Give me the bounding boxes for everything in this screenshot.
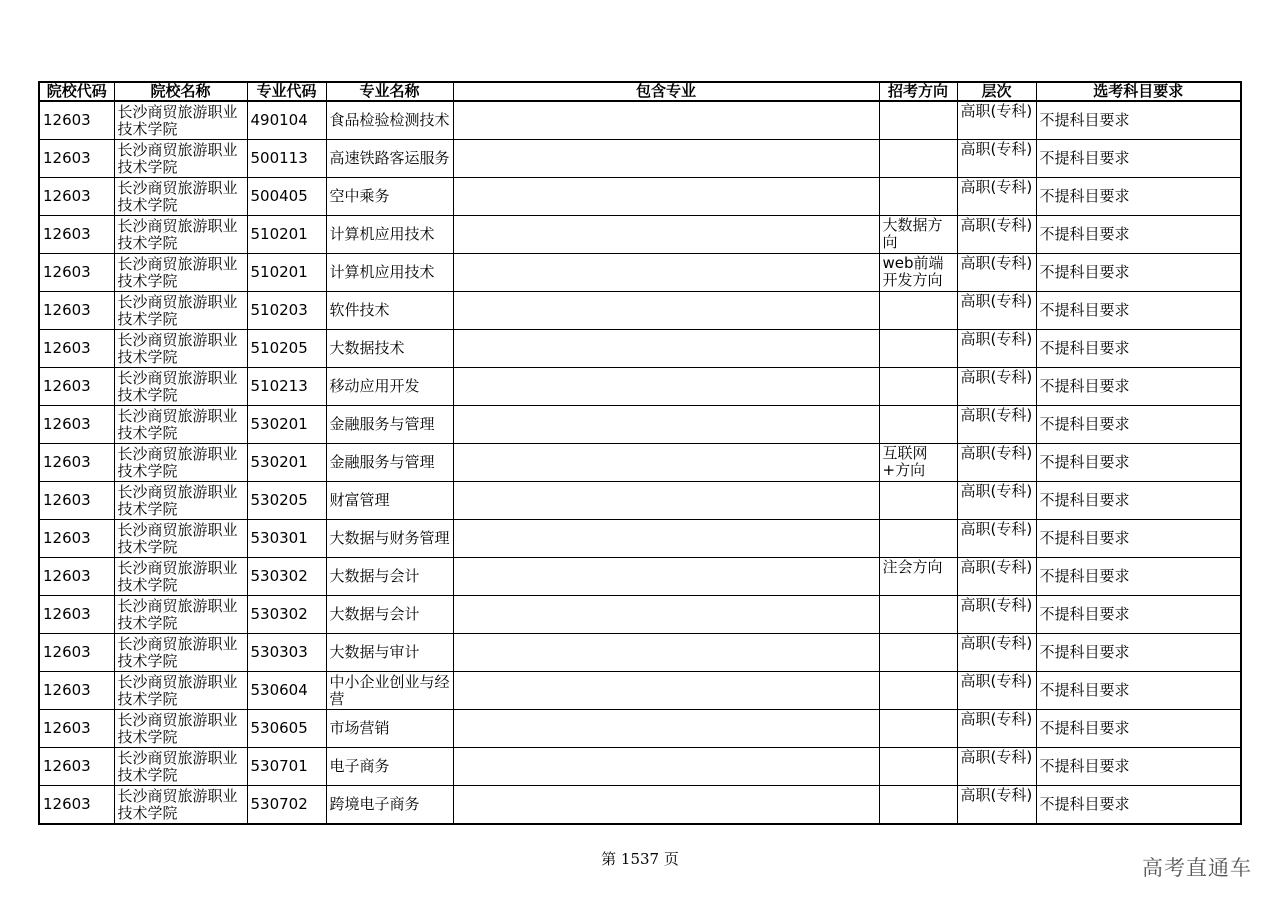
cell-level: 高职(专科) [957,634,1036,672]
cell-level: 高职(专科) [957,710,1036,748]
cell-major-code: 530302 [247,558,326,596]
cell-major-code: 530205 [247,482,326,520]
cell-school-code: 12603 [39,330,114,368]
cell-major-name: 大数据与审计 [326,634,453,672]
table-body [39,101,1241,824]
cell-school-code: 12603 [39,178,114,216]
cell-major-code: 510205 [247,330,326,368]
cell-direction [879,596,957,634]
cell-requirement: 不提科目要求 [1036,406,1241,444]
cell-major-code: 530702 [247,786,326,825]
table-row [39,748,1241,786]
table-row [39,558,1241,596]
cell-included-majors [453,178,879,216]
cell-requirement: 不提科目要求 [1036,786,1241,825]
cell-level: 高职(专科) [957,368,1036,406]
cell-school-code: 12603 [39,368,114,406]
cell-major-name: 跨境电子商务 [326,786,453,825]
cell-major-name: 计算机应用技术 [326,254,453,292]
cell-included-majors [453,596,879,634]
cell-major-name: 中小企业创业与经营 [326,672,453,710]
header-level: 层次 [957,82,1036,101]
cell-level: 高职(专科) [957,254,1036,292]
cell-requirement: 不提科目要求 [1036,482,1241,520]
table-row [39,520,1241,558]
cell-level: 高职(专科) [957,178,1036,216]
cell-school-name: 长沙商贸旅游职业技术学院 [114,672,247,710]
cell-school-name: 长沙商贸旅游职业技术学院 [114,558,247,596]
cell-school-name: 长沙商贸旅游职业技术学院 [114,292,247,330]
cell-school-code: 12603 [39,406,114,444]
cell-school-code: 12603 [39,216,114,254]
cell-direction [879,101,957,140]
cell-school-code: 12603 [39,140,114,178]
table-row [39,216,1241,254]
cell-school-code: 12603 [39,748,114,786]
cell-school-name: 长沙商贸旅游职业技术学院 [114,330,247,368]
cell-direction [879,710,957,748]
cell-requirement: 不提科目要求 [1036,216,1241,254]
header-major-name: 专业名称 [326,82,453,101]
cell-included-majors [453,786,879,825]
cell-direction [879,178,957,216]
cell-school-name: 长沙商贸旅游职业技术学院 [114,101,247,140]
cell-school-name: 长沙商贸旅游职业技术学院 [114,596,247,634]
cell-school-name: 长沙商贸旅游职业技术学院 [114,254,247,292]
cell-level: 高职(专科) [957,292,1036,330]
table-row [39,254,1241,292]
cell-school-name: 长沙商贸旅游职业技术学院 [114,178,247,216]
cell-major-name: 金融服务与管理 [326,444,453,482]
cell-major-code: 530605 [247,710,326,748]
cell-level: 高职(专科) [957,672,1036,710]
cell-major-name: 移动应用开发 [326,368,453,406]
cell-direction [879,330,957,368]
cell-requirement: 不提科目要求 [1036,444,1241,482]
cell-school-code: 12603 [39,254,114,292]
watermark-text: 高考直通车 [1142,856,1252,880]
cell-school-code: 12603 [39,596,114,634]
cell-included-majors [453,101,879,140]
table-row [39,330,1241,368]
cell-requirement: 不提科目要求 [1036,596,1241,634]
cell-included-majors [453,672,879,710]
cell-school-name: 长沙商贸旅游职业技术学院 [114,444,247,482]
cell-major-code: 510213 [247,368,326,406]
cell-major-name: 空中乘务 [326,178,453,216]
cell-major-code: 530604 [247,672,326,710]
cell-level: 高职(专科) [957,482,1036,520]
cell-direction [879,748,957,786]
cell-included-majors [453,710,879,748]
header-requirement: 选考科目要求 [1036,82,1241,101]
cell-major-name: 电子商务 [326,748,453,786]
cell-requirement: 不提科目要求 [1036,710,1241,748]
cell-included-majors [453,558,879,596]
cell-level: 高职(专科) [957,140,1036,178]
cell-direction [879,634,957,672]
cell-school-name: 长沙商贸旅游职业技术学院 [114,216,247,254]
table-row [39,178,1241,216]
cell-major-name: 财富管理 [326,482,453,520]
cell-requirement: 不提科目要求 [1036,330,1241,368]
cell-included-majors [453,254,879,292]
cell-school-code: 12603 [39,634,114,672]
cell-level: 高职(专科) [957,748,1036,786]
table-row [39,672,1241,710]
cell-school-code: 12603 [39,786,114,825]
cell-direction [879,520,957,558]
cell-included-majors [453,292,879,330]
cell-requirement: 不提科目要求 [1036,254,1241,292]
cell-major-name: 大数据与财务管理 [326,520,453,558]
cell-school-code: 12603 [39,292,114,330]
table-row [39,634,1241,672]
cell-requirement: 不提科目要求 [1036,368,1241,406]
cell-included-majors [453,748,879,786]
cell-school-code: 12603 [39,482,114,520]
header-school-code: 院校代码 [39,82,114,101]
cell-requirement: 不提科目要求 [1036,520,1241,558]
cell-major-code: 530302 [247,596,326,634]
table-row [39,101,1241,140]
cell-included-majors [453,216,879,254]
cell-school-code: 12603 [39,101,114,140]
cell-included-majors [453,482,879,520]
cell-major-code: 500113 [247,140,326,178]
cell-requirement: 不提科目要求 [1036,178,1241,216]
cell-school-code: 12603 [39,520,114,558]
cell-major-code: 490104 [247,101,326,140]
header-school-name: 院校名称 [114,82,247,101]
cell-included-majors [453,140,879,178]
cell-level: 高职(专科) [957,216,1036,254]
cell-major-code: 530301 [247,520,326,558]
table-row [39,482,1241,520]
cell-requirement: 不提科目要求 [1036,634,1241,672]
cell-level: 高职(专科) [957,406,1036,444]
cell-direction: 注会方向 [879,558,957,596]
cell-major-code: 510203 [247,292,326,330]
cell-major-code: 530201 [247,406,326,444]
cell-major-name: 金融服务与管理 [326,406,453,444]
cell-major-code: 530701 [247,748,326,786]
cell-major-name: 食品检验检测技术 [326,101,453,140]
cell-school-name: 长沙商贸旅游职业技术学院 [114,634,247,672]
cell-requirement: 不提科目要求 [1036,140,1241,178]
cell-direction: 互联网+方向 [879,444,957,482]
cell-included-majors [453,330,879,368]
cell-requirement: 不提科目要求 [1036,748,1241,786]
cell-included-majors [453,406,879,444]
cell-level: 高职(专科) [957,786,1036,825]
cell-major-name: 软件技术 [326,292,453,330]
cell-included-majors [453,444,879,482]
header-major-code: 专业代码 [247,82,326,101]
cell-level: 高职(专科) [957,520,1036,558]
cell-major-name: 高速铁路客运服务 [326,140,453,178]
header-direction: 招考方向 [879,82,957,101]
cell-school-code: 12603 [39,672,114,710]
cell-included-majors [453,368,879,406]
cell-direction: web前端开发方向 [879,254,957,292]
table-row [39,406,1241,444]
page-number: 第 1537 页 [601,850,679,868]
table-row [39,596,1241,634]
cell-requirement: 不提科目要求 [1036,292,1241,330]
cell-included-majors [453,520,879,558]
cell-direction [879,482,957,520]
cell-major-code: 510201 [247,254,326,292]
cell-direction [879,140,957,178]
cell-direction [879,672,957,710]
table-row [39,368,1241,406]
cell-school-name: 长沙商贸旅游职业技术学院 [114,748,247,786]
cell-major-code: 530303 [247,634,326,672]
cell-requirement: 不提科目要求 [1036,101,1241,140]
cell-school-code: 12603 [39,558,114,596]
cell-major-code: 500405 [247,178,326,216]
cell-direction: 大数据方向 [879,216,957,254]
cell-school-name: 长沙商贸旅游职业技术学院 [114,520,247,558]
cell-level: 高职(专科) [957,330,1036,368]
admissions-table [38,81,1242,825]
cell-school-name: 长沙商贸旅游职业技术学院 [114,482,247,520]
cell-school-name: 长沙商贸旅游职业技术学院 [114,786,247,825]
cell-direction [879,786,957,825]
table-row [39,786,1241,825]
cell-requirement: 不提科目要求 [1036,672,1241,710]
cell-school-name: 长沙商贸旅游职业技术学院 [114,710,247,748]
cell-school-name: 长沙商贸旅游职业技术学院 [114,368,247,406]
header-included-majors: 包含专业 [453,82,879,101]
cell-major-code: 530201 [247,444,326,482]
cell-level: 高职(专科) [957,444,1036,482]
table-row [39,140,1241,178]
cell-included-majors [453,634,879,672]
cell-direction [879,292,957,330]
cell-school-name: 长沙商贸旅游职业技术学院 [114,140,247,178]
cell-level: 高职(专科) [957,596,1036,634]
header-row [39,82,1241,101]
cell-school-code: 12603 [39,710,114,748]
cell-school-name: 长沙商贸旅游职业技术学院 [114,406,247,444]
cell-major-name: 市场营销 [326,710,453,748]
cell-major-name: 大数据与会计 [326,596,453,634]
cell-direction [879,406,957,444]
cell-school-code: 12603 [39,444,114,482]
table-row [39,444,1241,482]
cell-direction [879,368,957,406]
cell-level: 高职(专科) [957,101,1036,140]
cell-major-name: 大数据技术 [326,330,453,368]
table-row [39,292,1241,330]
cell-major-code: 510201 [247,216,326,254]
table-row [39,710,1241,748]
cell-requirement: 不提科目要求 [1036,558,1241,596]
cell-major-name: 计算机应用技术 [326,216,453,254]
cell-major-name: 大数据与会计 [326,558,453,596]
cell-level: 高职(专科) [957,558,1036,596]
